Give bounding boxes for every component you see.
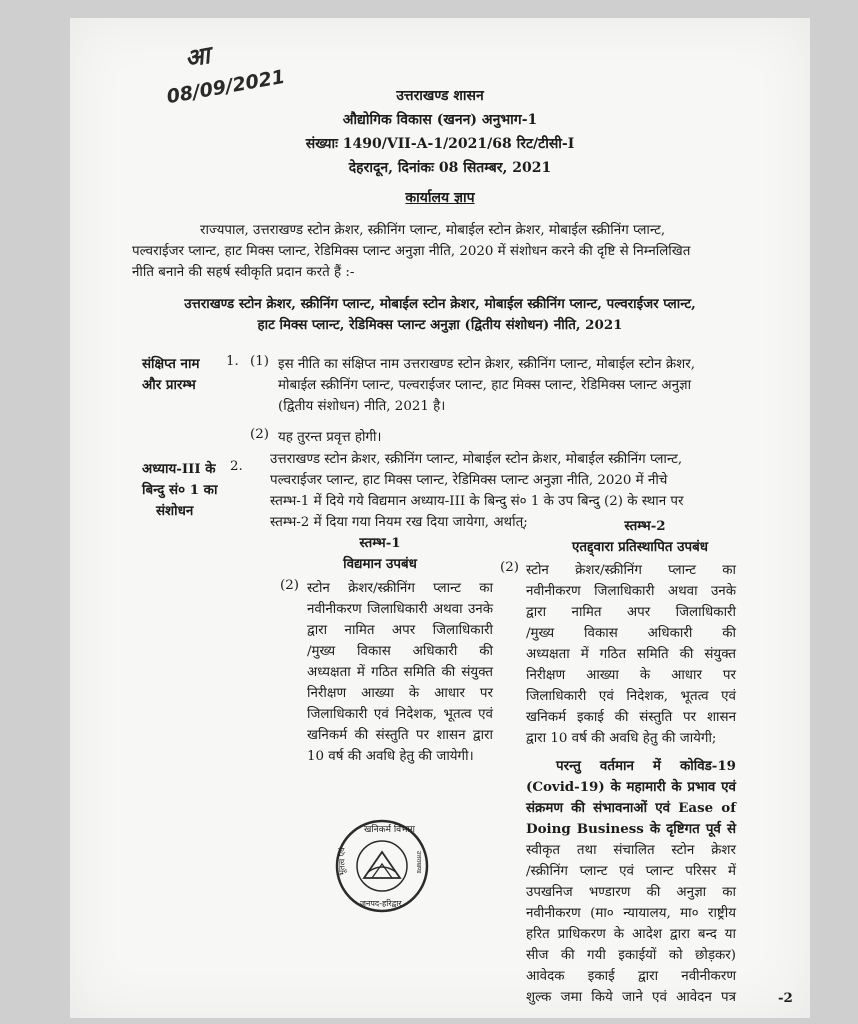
handwritten-date: 08/09/2021 — [164, 65, 287, 109]
section1-sub1-line: (द्वितीय संशोधन) नीति, 2021 है। — [278, 399, 446, 414]
column1-line: द्वारा नामित अपर जिलाधिकारी — [307, 623, 493, 638]
official-seal — [334, 818, 430, 914]
proviso-line: उपखनिज भण्डारण की अनुज्ञा का — [526, 885, 736, 900]
column1-line: /मुख्य विकास अधिकारी की — [307, 644, 493, 659]
column1-number: (2) — [280, 578, 299, 593]
government-name: उत्तराखण्ड शासन — [396, 88, 484, 104]
policy-title: हाट मिक्स प्लान्ट, रेडिमिक्स प्लान्ट अनुज्ञा (द्वितीय संशोधन) नीति, 2021 — [257, 317, 623, 333]
column2-heading: स्तम्भ-2 — [624, 518, 666, 534]
column2-line: निरीक्षण आख्या के आधार पर — [526, 668, 736, 683]
reference-number: संख्याः 1490/VII-A-1/2021/68 रिट/टीसी-I — [305, 136, 575, 152]
proviso-line: आवेदक इकाई द्वारा नवीनीकरण — [526, 969, 736, 984]
column2-line: स्टोन क्रेशर/स्क्रीनिंग प्लान्ट का — [526, 563, 736, 578]
column1-line: स्टोन क्रेशर/स्क्रीनिंग प्लान्ट का — [307, 581, 493, 596]
page-number: -2 — [778, 990, 793, 1006]
section1-margin-label: संक्षिप्त नाम — [142, 356, 200, 372]
seal-text-bottom: जनपद-हरिद्वार — [360, 899, 402, 908]
column2-subheading: एतद्द्वारा प्रतिस्थापित उपबंध — [572, 539, 708, 555]
proviso-line: (Covid-19) के महामारी के प्रभाव एवं — [526, 779, 736, 795]
proviso-line: संक्रमण की संभावनाओं एवं Ease of — [526, 800, 736, 816]
section1-margin-label: और प्रारम्भ — [142, 377, 196, 393]
intro-line: नीति बनाने की सहर्ष स्वीकृति प्रदान करते हैं :- — [132, 265, 355, 280]
column2-line: जिलाधिकारी एवं निदेशक, भूतत्व एवं — [526, 689, 736, 704]
proviso-line: हरित प्राधिकरण के आदेश द्वारा बन्द या — [526, 927, 736, 942]
column2-text — [526, 560, 736, 749]
proviso-line: /स्क्रीनिंग प्लान्ट एवं प्लान्ट परिसर में — [526, 864, 736, 879]
column1-line: नवीनीकरण जिलाधिकारी अथवा उनके — [307, 602, 493, 617]
section2-text-line: पल्वराईजर प्लान्ट, हाट मिक्स प्लान्ट, रेडिमिक्स प्लान्ट अनुज्ञा नीति, 2020 में नीचे — [270, 473, 668, 488]
section1-sub2-text: यह तुरन्त प्रवृत्त होगी। — [278, 430, 382, 445]
memo-title: कार्यालय ज्ञाप — [405, 190, 475, 206]
seal-text-top: खनिकर्म विभाग — [364, 825, 415, 835]
seal-text-right: उत्तराखण्ड — [415, 850, 423, 874]
column2-line: द्वारा 10 वर्ष की अवधि हेतु की जायेगी; — [526, 731, 717, 746]
section1-sub1-line: इस नीति का संक्षिप्त नाम उत्तराखण्ड स्टोन क्रेशर, स्क्रीनिंग प्लान्ट, मोबाईल स्टोन क्रेशर, — [278, 357, 695, 372]
column1-heading: स्तम्भ-1 — [359, 535, 401, 551]
proviso-line: नवीनीकरण (मा० न्यायालय, मा० राष्ट्रीय — [526, 906, 736, 921]
section2-margin-label: अध्याय-III के — [142, 461, 216, 477]
proviso-line: परन्तु वर्तमान में कोविड-19 — [556, 758, 736, 774]
column2-number: (2) — [500, 560, 519, 575]
section1-sub1-number: (1) — [250, 354, 269, 369]
column1-line: निरीक्षण आख्या के आधार पर — [307, 686, 493, 701]
column2-line: /मुख्य विकास अधिकारी की — [526, 626, 736, 641]
department-name: औद्योगिक विकास (खनन) अनुभाग-1 — [342, 112, 538, 128]
column2-line: खनिकर्म इकाई की संस्तुति पर शासन — [526, 710, 736, 725]
section1-sub1-line: मोबाईल स्क्रीनिंग प्लान्ट, पल्वराईजर प्लान्ट, हाट मिक्स प्लान्ट, रेडिमिक्स प्लान्ट अनुज्ञा — [278, 378, 692, 393]
section2-margin-label: बिन्दु सं० 1 का — [142, 482, 218, 498]
column1-text — [307, 578, 493, 767]
column1-line: खनिकर्म की संस्तुति पर शासन द्वारा — [307, 728, 493, 743]
section1-number: 1. — [226, 354, 239, 369]
column2-line: द्वारा नामित अपर जिलाधिकारी — [526, 605, 736, 620]
section2-number: 2. — [230, 459, 243, 474]
section2-text-line: उत्तराखण्ड स्टोन क्रेशर, स्क्रीनिंग प्लान्ट, मोबाईल स्टोन क्रेशर, मोबाईल स्क्रीनिंग प्लान्ट, — [270, 452, 683, 467]
column1-line: जिलाधिकारी एवं निदेशक, भूतत्व एवं — [307, 707, 493, 722]
proviso-line: शुल्क जमा किये जाने एवं आवेदन पत्र — [526, 990, 736, 1005]
policy-title: उत्तराखण्ड स्टोन क्रेशर, स्क्रीनिंग प्लान्ट, मोबाईल स्टोन क्रेशर, मोबाईल स्क्रीनिंग प्लान्ट, पल्वराईजर प्लान्ट, — [184, 296, 696, 312]
column1-line: अध्यक्षता में गठित समिति की संयुक्त — [307, 665, 493, 680]
place-date: देहरादून, दिनांकः 08 सितम्बर, 2021 — [348, 160, 552, 176]
section2-margin-label: संशोधन — [156, 503, 194, 519]
document-page — [70, 18, 810, 1018]
handwritten-initial: आ — [182, 41, 212, 73]
column1-subheading: विद्यमान उपबंध — [343, 556, 417, 572]
proviso-line: Doing Business के दृष्टिगत पूर्व से — [526, 821, 736, 837]
column2-line: नवीनीकरण जिलाधिकारी अथवा उनके — [526, 584, 736, 599]
seal-text-left: भूतत्व एवं — [337, 847, 347, 876]
proviso-line: सीज की गयी इकाईयों को छोड़कर) — [526, 948, 736, 963]
column2-line: अध्यक्षता में गठित समिति की संयुक्त — [526, 647, 736, 662]
intro-line: राज्यपाल, उत्तराखण्ड स्टोन क्रेशर, स्क्रीनिंग प्लान्ट, मोबाईल स्टोन क्रेशर, मोबाईल स्क्रीनिंग प्लान्ट, — [200, 223, 666, 238]
proviso-line: स्वीकृत तथा संचालित स्टोन क्रेशर — [526, 843, 736, 858]
section2-text-line: स्तम्भ-1 में दिये गये विद्यमान अध्याय-III के बिन्दु सं० 1 के उप बिन्दु (2) के स्थान पर — [270, 494, 684, 509]
column2-proviso — [526, 756, 736, 1008]
intro-line: पल्वराईजर प्लान्ट, हाट मिक्स प्लान्ट, रेडिमिक्स प्लान्ट अनुज्ञा नीति, 2020 में संशोधन करने की दृष्टि से निम्नलिखित — [132, 244, 691, 259]
section2-text-line: स्तम्भ-2 में दिया गया नियम रख दिया जायेगा, अर्थात्; — [270, 515, 528, 530]
section1-sub2-number: (2) — [250, 427, 269, 442]
column1-line: 10 वर्ष की अवधि हेतु की जायेगी। — [307, 749, 474, 764]
